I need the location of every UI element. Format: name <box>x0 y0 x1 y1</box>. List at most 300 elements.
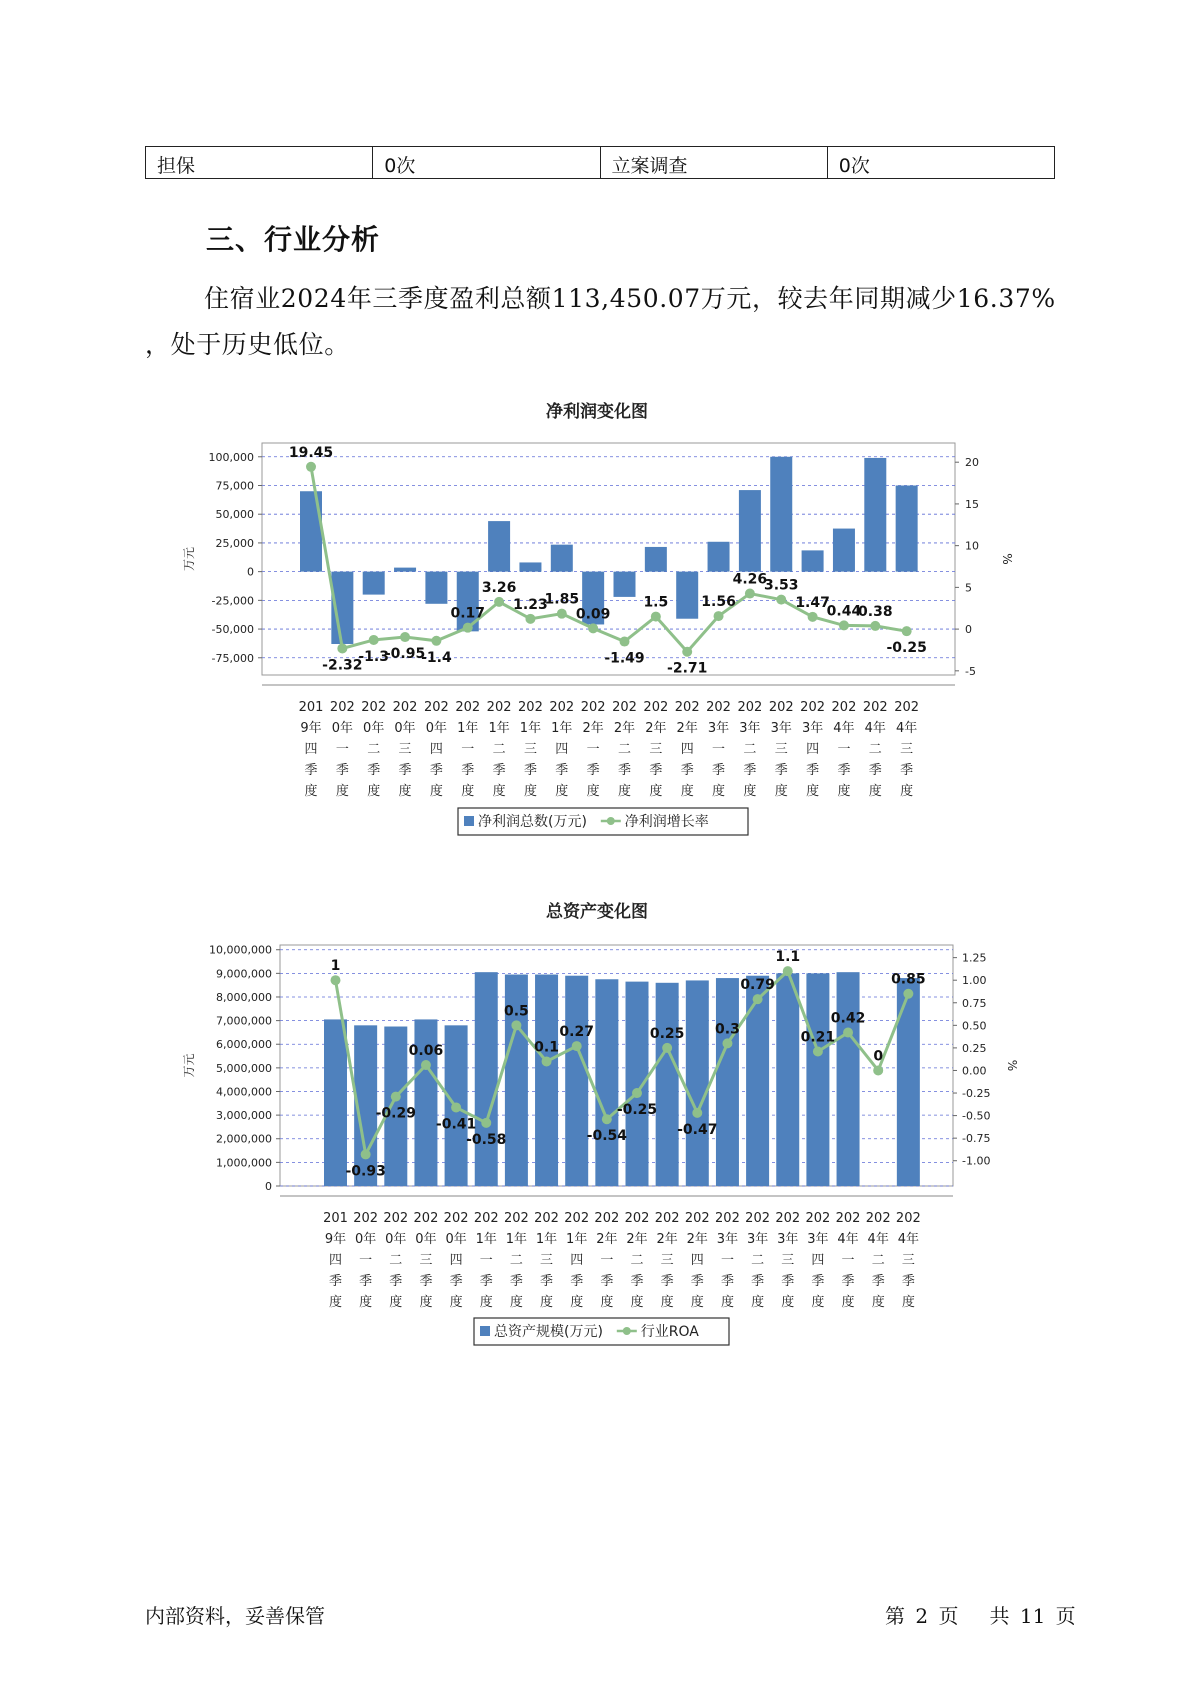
x-tick-label: 度 <box>868 784 882 799</box>
x-tick-label: 202 <box>831 700 857 715</box>
data-point <box>902 626 912 636</box>
y2-axis-label: % <box>1005 1059 1019 1072</box>
y2-tick-label: -5 <box>965 664 976 678</box>
x-tick-label: 度 <box>841 1295 855 1310</box>
x-tick-label: 0年 <box>415 1232 437 1247</box>
data-point <box>572 1041 582 1051</box>
legend-bar-swatch <box>480 1326 490 1336</box>
x-tick-label: 度 <box>540 1295 554 1310</box>
y2-tick-label: 0 <box>965 623 972 637</box>
data-point <box>714 611 724 621</box>
y2-tick-label: 0.75 <box>962 996 987 1010</box>
x-tick-label: 2年 <box>596 1232 618 1247</box>
x-tick-label: 202 <box>643 700 669 715</box>
x-tick-label: 2年 <box>645 721 667 736</box>
data-point <box>431 636 441 646</box>
x-tick-label: 一 <box>712 742 726 757</box>
x-tick-label: 三 <box>523 742 537 757</box>
data-point <box>602 1114 612 1124</box>
net-profit-chart <box>0 395 1191 855</box>
x-tick-label: 202 <box>473 1211 499 1226</box>
table-cell-value-investigation: 0次 <box>827 147 1054 179</box>
x-tick-label: 0年 <box>385 1232 407 1247</box>
bar <box>708 542 730 572</box>
x-tick-label: 三 <box>649 742 663 757</box>
x-tick-label: 季 <box>429 763 443 778</box>
table-cell-label-investigation: 立案调查 <box>600 147 827 179</box>
x-tick-label: 202 <box>674 700 700 715</box>
table-cell-value-guarantee: 0次 <box>373 147 600 179</box>
y-tick-label: 2,000,000 <box>216 1132 272 1146</box>
data-point <box>494 597 504 607</box>
x-tick-label: 度 <box>367 784 381 799</box>
data-point <box>391 1092 401 1102</box>
x-tick-label: 3年 <box>801 721 824 736</box>
data-point <box>369 635 379 645</box>
x-tick-label: 度 <box>600 1295 614 1310</box>
legend-bar-swatch <box>464 816 474 826</box>
data-label: -1.3 <box>358 648 390 665</box>
x-tick-label: 202 <box>865 1211 891 1226</box>
x-tick-label: 季 <box>617 763 632 778</box>
x-tick-label: 度 <box>806 784 820 799</box>
x-tick-label: 9年 <box>300 721 322 736</box>
x-tick-label: 一 <box>837 742 851 757</box>
x-tick-label: 季 <box>461 763 475 778</box>
x-tick-label: 202 <box>564 1211 590 1226</box>
x-tick-label: 度 <box>649 784 663 799</box>
data-point <box>870 621 880 631</box>
x-tick-label: 3年 <box>777 1232 799 1247</box>
y2-tick-label: 1.00 <box>962 974 987 988</box>
x-tick-label: 一 <box>461 742 475 757</box>
bar <box>746 976 769 1186</box>
x-tick-label: 季 <box>751 1274 765 1289</box>
x-tick-label: 0年 <box>425 721 448 736</box>
x-tick-label: 9年 <box>324 1232 347 1247</box>
x-tick-label: 202 <box>534 1211 559 1226</box>
data-label: 0.85 <box>891 971 926 988</box>
data-label: 1.5 <box>643 594 669 611</box>
x-tick-label: 三 <box>419 1253 433 1268</box>
x-tick-label: 季 <box>900 763 914 778</box>
data-point <box>421 1060 431 1070</box>
data-point <box>873 1065 883 1075</box>
x-tick-label: 季 <box>540 1274 554 1289</box>
x-tick-label: 202 <box>549 700 575 715</box>
data-label: 1.56 <box>701 594 736 611</box>
data-label: 0.44 <box>826 603 862 620</box>
x-tick-label: 度 <box>871 1295 885 1310</box>
y-tick-label: 5,000,000 <box>216 1061 272 1075</box>
y2-tick-label: 1.25 <box>962 951 987 965</box>
data-point <box>651 612 661 622</box>
y-tick-label: 25,000 <box>215 536 254 550</box>
x-tick-label: 度 <box>398 784 412 799</box>
x-tick-label: 四 <box>690 1253 704 1268</box>
x-tick-label: 季 <box>492 763 506 778</box>
x-tick-label: 一 <box>335 742 349 757</box>
x-tick-label: 4年 <box>897 1232 919 1247</box>
x-tick-label: 季 <box>660 1274 674 1289</box>
x-tick-label: 季 <box>449 1274 463 1289</box>
x-tick-label: 3年 <box>746 1232 769 1247</box>
x-tick-label: 2年 <box>582 721 604 736</box>
legend-label: 净利润增长率 <box>624 814 709 830</box>
y-tick-label: 0 <box>265 1180 272 1193</box>
x-tick-label: 4年 <box>833 721 855 736</box>
x-tick-label: 四 <box>570 1253 584 1268</box>
x-tick-label: 季 <box>419 1274 433 1289</box>
x-tick-label: 度 <box>811 1295 825 1310</box>
x-tick-label: 四 <box>429 742 443 757</box>
data-point <box>525 614 535 624</box>
x-tick-label: 季 <box>774 763 788 778</box>
x-tick-label: 度 <box>429 784 443 799</box>
x-tick-label: 度 <box>586 784 600 799</box>
data-point <box>331 975 341 985</box>
data-label: 0.06 <box>408 1043 444 1060</box>
x-tick-label: 度 <box>774 784 788 799</box>
footer-confidential-note: 内部资料，妥善保管 <box>145 1604 325 1628</box>
x-tick-label: 度 <box>712 784 726 799</box>
data-label: -0.54 <box>586 1128 628 1145</box>
x-tick-label: 1年 <box>457 721 479 736</box>
x-tick-label: 季 <box>806 763 820 778</box>
x-tick-label: 季 <box>871 1274 885 1289</box>
data-point <box>463 623 473 633</box>
x-tick-label: 二 <box>367 742 381 757</box>
x-tick-label: 季 <box>367 763 381 778</box>
data-label: -0.41 <box>435 1116 477 1133</box>
x-tick-label: 2年 <box>686 1232 708 1247</box>
x-tick-label: 度 <box>328 1295 343 1310</box>
y-axis-label: 万元 <box>182 546 196 572</box>
x-tick-label: 度 <box>617 784 632 799</box>
data-label: -0.29 <box>375 1105 416 1122</box>
data-point <box>632 1088 642 1098</box>
legend-label: 净利润总数(万元) <box>478 814 587 830</box>
y2-tick-label: -0.75 <box>962 1132 991 1146</box>
data-label: 4.26 <box>732 571 768 588</box>
x-tick-label: 三 <box>781 1253 795 1268</box>
x-tick-label: 1年 <box>505 1232 528 1247</box>
bar <box>837 972 860 1186</box>
x-tick-label: 202 <box>503 1211 529 1226</box>
x-tick-label: 2年 <box>626 1232 648 1247</box>
x-tick-label: 4年 <box>837 1232 859 1247</box>
x-tick-label: 202 <box>486 700 512 715</box>
y-tick-label: 100,000 <box>208 450 254 464</box>
x-tick-label: 202 <box>612 700 637 715</box>
x-tick-label: 四 <box>449 1253 463 1268</box>
x-tick-label: 度 <box>359 1295 373 1310</box>
data-label: 0.27 <box>559 1024 594 1041</box>
x-tick-label: 0年 <box>394 721 416 736</box>
x-tick-label: 1年 <box>551 721 573 736</box>
x-tick-label: 四 <box>811 1253 825 1268</box>
data-label: 1.1 <box>775 949 801 966</box>
x-tick-label: 3年 <box>716 1232 739 1247</box>
x-tick-label: 201 <box>323 1211 348 1226</box>
data-label: 0.3 <box>715 1021 740 1038</box>
y2-tick-label: -1.00 <box>962 1154 991 1168</box>
x-tick-label: 季 <box>680 763 694 778</box>
x-tick-label: 3年 <box>739 721 761 736</box>
data-label: -0.58 <box>466 1131 507 1148</box>
y-tick-label: -50,000 <box>211 623 254 637</box>
x-tick-label: 0年 <box>363 721 385 736</box>
x-tick-label: 2年 <box>676 721 698 736</box>
x-tick-label: 季 <box>743 763 757 778</box>
y2-tick-label: 20 <box>965 456 979 470</box>
x-tick-label: 202 <box>894 700 920 715</box>
bar <box>614 572 636 597</box>
bar <box>833 529 855 572</box>
bar <box>475 972 498 1186</box>
info-table <box>145 146 1055 179</box>
x-tick-label: 1年 <box>488 721 510 736</box>
x-tick-label: 202 <box>392 700 418 715</box>
data-label: 3.26 <box>481 579 517 596</box>
x-tick-label: 度 <box>419 1295 433 1310</box>
data-label: 0.5 <box>503 1003 529 1020</box>
y2-tick-label: 5 <box>965 581 972 595</box>
x-tick-label: 三 <box>900 742 914 757</box>
x-tick-label: 202 <box>800 700 826 715</box>
x-tick-label: 202 <box>775 1211 801 1226</box>
data-label: 1.85 <box>544 591 580 608</box>
x-tick-label: 季 <box>630 1274 644 1289</box>
x-tick-label: 季 <box>837 763 851 778</box>
bar <box>897 978 920 1186</box>
x-tick-label: 2年 <box>656 1232 678 1247</box>
data-point <box>451 1102 461 1112</box>
bar <box>676 572 698 619</box>
x-tick-label: 季 <box>523 763 537 778</box>
data-label: -0.47 <box>677 1121 718 1138</box>
data-label: 0.25 <box>649 1025 685 1042</box>
bar <box>806 973 829 1186</box>
x-tick-label: 二 <box>389 1253 403 1268</box>
data-point <box>722 1038 732 1048</box>
data-point <box>337 643 347 653</box>
x-tick-label: 季 <box>712 763 726 778</box>
x-tick-label: 二 <box>743 742 757 757</box>
x-tick-label: 度 <box>680 784 694 799</box>
data-point <box>481 1118 491 1128</box>
x-tick-label: 季 <box>868 763 882 778</box>
y2-tick-label: -0.25 <box>962 1087 991 1101</box>
bar <box>595 979 618 1186</box>
data-label: 1 <box>330 958 341 975</box>
y-tick-label: 7,000,000 <box>216 1014 272 1028</box>
x-tick-label: 季 <box>811 1274 825 1289</box>
bar <box>776 973 799 1186</box>
y-tick-label: -75,000 <box>211 651 254 665</box>
bar <box>626 982 649 1186</box>
x-tick-label: 3年 <box>770 721 792 736</box>
y2-axis-label: % <box>1000 553 1014 565</box>
y-tick-label: 10,000,000 <box>209 943 272 957</box>
x-tick-label: 2年 <box>613 721 636 736</box>
x-tick-label: 202 <box>594 1211 620 1226</box>
data-label: -2.71 <box>667 660 708 677</box>
data-point <box>542 1056 552 1066</box>
x-tick-label: 202 <box>353 1211 379 1226</box>
x-tick-label: 202 <box>654 1211 680 1226</box>
data-label: 0.21 <box>800 1029 836 1046</box>
chart-title: 净利润变化图 <box>546 402 648 422</box>
data-point <box>776 595 786 605</box>
data-point <box>511 1020 521 1030</box>
x-tick-label: 三 <box>901 1253 915 1268</box>
x-tick-label: 202 <box>805 1211 831 1226</box>
x-tick-label: 度 <box>555 784 569 799</box>
bar <box>565 976 588 1186</box>
x-tick-label: 季 <box>781 1274 795 1289</box>
data-label: -1.4 <box>421 649 452 666</box>
x-tick-label: 202 <box>329 700 355 715</box>
x-tick-label: 三 <box>774 742 788 757</box>
x-tick-label: 度 <box>304 784 318 799</box>
data-label: -0.95 <box>384 646 426 663</box>
data-label: 0.17 <box>450 605 486 622</box>
footer-page-number: 第 2 页 共 11 页 <box>885 1604 1076 1628</box>
x-tick-label: 三 <box>398 742 412 757</box>
x-tick-label: 度 <box>690 1295 704 1310</box>
x-tick-label: 季 <box>841 1274 855 1289</box>
section-title: 三、行业分析 <box>206 223 381 256</box>
x-tick-label: 202 <box>745 1211 771 1226</box>
chart-title: 总资产变化图 <box>546 902 648 922</box>
x-tick-label: 季 <box>720 1274 734 1289</box>
x-tick-label: 季 <box>479 1274 493 1289</box>
data-point <box>588 623 598 633</box>
bar <box>535 975 558 1186</box>
bar <box>739 490 761 572</box>
data-label: -0.93 <box>345 1163 386 1180</box>
x-tick-label: 季 <box>509 1274 523 1289</box>
x-tick-label: 二 <box>492 742 506 757</box>
data-label: 0.79 <box>740 977 775 994</box>
bar <box>770 457 792 572</box>
x-tick-label: 1年 <box>535 1232 558 1247</box>
x-tick-label: 二 <box>509 1253 523 1268</box>
legend-line-marker <box>623 1327 631 1335</box>
x-tick-label: 0年 <box>445 1232 467 1247</box>
data-label: 0.38 <box>858 603 893 620</box>
x-tick-label: 季 <box>586 763 600 778</box>
data-point <box>753 994 763 1004</box>
data-label: 3.53 <box>763 577 799 594</box>
x-tick-label: 四 <box>304 742 318 757</box>
x-tick-label: 度 <box>509 1295 523 1310</box>
x-tick-label: 一 <box>479 1253 493 1268</box>
x-tick-label: 4年 <box>896 721 918 736</box>
data-label: -0.25 <box>886 640 927 657</box>
x-tick-label: 202 <box>361 700 387 715</box>
bar <box>519 562 541 571</box>
x-tick-label: 度 <box>335 784 349 799</box>
x-tick-label: 度 <box>751 1295 765 1310</box>
x-tick-label: 度 <box>461 784 475 799</box>
x-tick-label: 一 <box>841 1253 855 1268</box>
x-tick-label: 二 <box>630 1253 644 1268</box>
y-axis-label: 万元 <box>182 1053 196 1078</box>
data-label: 1.23 <box>513 596 548 613</box>
bar <box>425 572 447 604</box>
x-tick-label: 季 <box>389 1274 403 1289</box>
x-tick-label: 季 <box>555 763 569 778</box>
y2-tick-label: 0.25 <box>962 1041 987 1055</box>
x-tick-label: 202 <box>768 700 794 715</box>
bar <box>686 980 709 1186</box>
x-tick-label: 度 <box>479 1295 493 1310</box>
x-tick-label: 202 <box>624 1211 650 1226</box>
data-label: 19.45 <box>288 444 334 461</box>
x-tick-label: 四 <box>328 1253 343 1268</box>
bar <box>363 572 385 595</box>
data-point <box>557 609 567 619</box>
x-tick-label: 202 <box>835 1211 861 1226</box>
x-tick-label: 202 <box>423 700 449 715</box>
data-point <box>361 1149 371 1159</box>
x-tick-label: 201 <box>298 700 324 715</box>
x-tick-label: 一 <box>600 1253 614 1268</box>
data-label: -0.25 <box>616 1102 658 1119</box>
x-tick-label: 季 <box>328 1274 343 1289</box>
data-point <box>400 632 410 642</box>
x-tick-label: 4年 <box>864 721 886 736</box>
y-tick-label: 6,000,000 <box>216 1038 272 1052</box>
x-tick-label: 度 <box>743 784 757 799</box>
table-cell-label-guarantee: 担保 <box>146 147 373 179</box>
data-label: 0.09 <box>575 606 611 623</box>
x-tick-label: 度 <box>389 1295 403 1310</box>
x-tick-label: 0年 <box>355 1232 377 1247</box>
x-tick-label: 四 <box>555 742 569 757</box>
x-tick-label: 202 <box>383 1211 409 1226</box>
data-point <box>843 1028 853 1038</box>
y-tick-label: 9,000,000 <box>216 967 272 981</box>
data-point <box>620 637 630 647</box>
data-label: 0.42 <box>830 1010 866 1027</box>
x-tick-label: 202 <box>737 700 763 715</box>
legend-label: 行业ROA <box>640 1324 699 1340</box>
x-tick-label: 四 <box>806 742 820 757</box>
x-tick-label: 202 <box>443 1211 469 1226</box>
x-tick-label: 季 <box>359 1274 373 1289</box>
data-label: 1.47 <box>795 594 830 611</box>
y2-tick-label: 0.00 <box>962 1064 987 1078</box>
data-point <box>682 647 692 657</box>
y-tick-label: 0 <box>247 565 254 579</box>
x-tick-label: 一 <box>720 1253 734 1268</box>
x-tick-label: 三 <box>540 1253 554 1268</box>
bar <box>896 485 918 571</box>
data-label: -1.49 <box>604 650 645 667</box>
data-point <box>306 462 316 472</box>
x-tick-label: 202 <box>413 1211 439 1226</box>
x-tick-label: 3年 <box>707 721 730 736</box>
x-tick-label: 度 <box>660 1295 674 1310</box>
data-label: 0 <box>873 1048 884 1065</box>
x-tick-label: 4年 <box>867 1232 889 1247</box>
x-tick-label: 二 <box>868 742 882 757</box>
x-tick-label: 季 <box>901 1274 915 1289</box>
x-tick-label: 季 <box>335 763 349 778</box>
